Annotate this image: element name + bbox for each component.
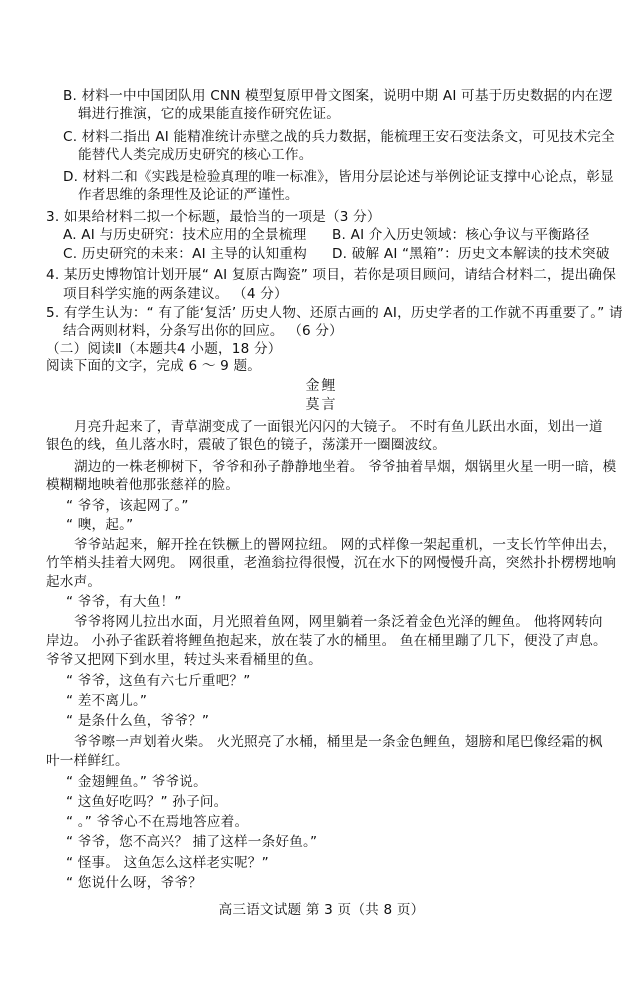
story-line: “ 爷爷，有大鱼！”	[66, 594, 182, 610]
q2-option-b-line-2: 辑进行推演，它的成果能直接作研究佐证。	[78, 106, 341, 122]
story-line: “ 是条什么鱼，爷爷？”	[66, 713, 210, 729]
story-line: “ 爷爷，该起网了。”	[66, 498, 189, 514]
q3-option-a: A. AI 与历史研究：技术应用的全景梳理	[63, 227, 307, 243]
q2-option-c-line-2: 能替代人类完成历史研究的核心工作。	[78, 147, 313, 163]
q2-option-c-line-1: C. 材料二指出 AI 能精准统计赤壁之战的兵力数据，能梳理王安石变法条文，可见技术完全	[63, 129, 615, 145]
story-line: “ 您说什么呀，爷爷？	[66, 875, 202, 891]
story-line: “ 金翅鲤鱼。” 爷爷说。	[66, 774, 207, 790]
story-line: “ 这鱼好吃吗？” 孙子问。	[66, 794, 228, 810]
story-line: 竹竿梢头挂着大网兜。 网很重，老渔翁拉得很慢，沉在水下的网慢慢升高，突然扑扑楞楞地响	[46, 555, 617, 571]
story-line: 月亮升起来了，青草湖变成了一面银光闪闪的大镜子。 不时有鱼儿跃出水面，划出一道	[74, 419, 603, 435]
story-line: 银色的线，鱼儿落水时，震破了银色的镜子，荡漾开一圈圈波纹。	[46, 437, 447, 453]
q2-option-d-line-2: 作者思维的条理性及论证的严谨性。	[78, 187, 299, 203]
q2-option-b-line-1: B. 材料一中中国团队用 CNN 模型复原甲骨文图案，说明中期 AI 可基于历史数据的内在逻	[63, 88, 613, 104]
q3-option-c: C. 历史研究的未来：AI 主导的认知重构	[63, 246, 307, 262]
page-footer: 高三语文试题 第 3 页（共 8 页）	[218, 902, 425, 918]
story-line: 模糊糊地映着他那张慈祥的脸。	[46, 477, 240, 493]
q4-line-1: 4. 某历史博物馆计划开展“ AI 复原古陶瓷” 项目，若你是项目顾问，请结合材料二，提出确保	[46, 267, 617, 283]
story-line: 岸边。 小孙子雀跃着将鲤鱼抱起来，放在装了水的桶里。 鱼在桶里蹦了几下，便没了声息。	[46, 633, 607, 649]
story-line: 湖边的一株老柳树下，爷爷和孙子静静地坐着。 爷爷抽着旱烟，烟锅里火星一明一暗，模	[74, 459, 617, 475]
story-line: 爷爷站起来，解开拴在铁橛上的罾网拉纽。 网的式样像一架起重机，一支长竹竿伸出去，	[74, 537, 617, 553]
story-line: 爷爷将网儿拉出水面，月光照着鱼网，网里躺着一条泛着金色光泽的鲤鱼。 他将网转向	[74, 614, 603, 630]
section-heading: （二）阅读Ⅱ（本题共4 小题，18 分）	[46, 341, 282, 357]
section-instruction: 阅读下面的文字，完成 6 ～ 9 题。	[46, 358, 262, 374]
q3-option-b: B. AI 介入历史领域：核心争议与平衡路径	[332, 227, 590, 243]
story-line: 起水声。	[46, 574, 102, 590]
q4-line-2: 项目科学实施的两条建议。 （4 分）	[63, 286, 288, 302]
story-line: 爷爷嚓一声划着火柴。 火光照亮了水桶，桶里是一条金色鲤鱼，翅膀和尾巴像经霜的枫	[74, 734, 603, 750]
q3-option-d: D. 破解 AI “黑箱”：历史文本解读的技术突破	[332, 246, 610, 262]
story-line: “ 。” 爷爷心不在焉地答应着。	[66, 814, 249, 830]
story-line: “ 差不离儿。”	[66, 693, 148, 709]
q5-line-1: 5. 有学生认为：“ 有了能‘复活’ 历史人物、还原古画的 AI，历史学者的工作就不再重要了。” 请	[46, 305, 623, 321]
story-line: “ 爷爷，您不高兴？ 捕了这样一条好鱼。”	[66, 834, 318, 850]
story-line: 爷爷又把网下到水里，转过头来看桶里的鱼。	[46, 652, 322, 668]
story-line: “ 爷爷，这鱼有六七斤重吧？”	[66, 673, 251, 689]
q5-line-2: 结合两则材料，分条写出你的回应。 （6 分）	[63, 323, 343, 339]
story-line: 叶一样鲜红。	[46, 753, 129, 769]
story-line: “ 噢，起。”	[66, 517, 134, 533]
q3-stem: 3. 如果给材料二拟一个标题，最恰当的一项是（3 分）	[46, 209, 381, 225]
story-line: “ 怪事。 这鱼怎么这样老实呢？”	[66, 855, 269, 871]
story-author: 莫言	[305, 397, 338, 413]
story-title: 金鲤	[305, 378, 338, 394]
q2-option-d-line-1: D. 材料二和《实践是检验真理的唯一标准》，皆用分层论述与举例论证支撑中心论点，彰显	[63, 169, 614, 185]
